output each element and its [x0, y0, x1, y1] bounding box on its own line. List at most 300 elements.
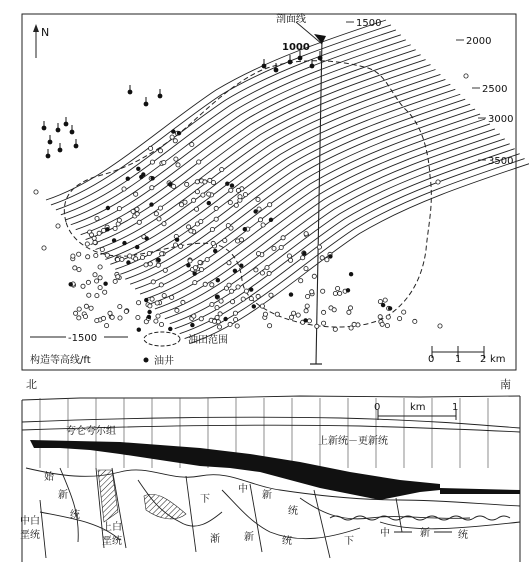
well: [263, 312, 267, 316]
well: [190, 142, 194, 146]
oil-well: [56, 128, 61, 133]
well: [301, 256, 305, 260]
well: [203, 282, 207, 286]
well: [227, 261, 231, 265]
well: [238, 195, 242, 199]
well: [93, 273, 97, 277]
well: [77, 316, 81, 320]
well: [243, 193, 247, 197]
label-zhong-2: 中: [380, 528, 390, 539]
oil-well: [253, 209, 257, 213]
well: [383, 298, 387, 302]
well: [233, 311, 237, 315]
well: [89, 233, 93, 237]
well: [162, 161, 166, 165]
well: [193, 266, 197, 270]
well: [380, 322, 384, 326]
contour-line: [130, 104, 470, 284]
well: [158, 206, 162, 210]
well: [349, 326, 353, 330]
well: [347, 310, 351, 314]
well: [154, 212, 158, 216]
contour-line: [66, 40, 406, 220]
well: [211, 241, 215, 245]
well: [103, 290, 107, 294]
north-arrow: [33, 24, 49, 58]
label-xia-2: 下: [344, 536, 354, 547]
oil-well: [239, 264, 243, 268]
contour-label-3000: 3000: [488, 114, 514, 125]
section-line-label: 剖面线: [276, 14, 306, 25]
well: [272, 246, 276, 250]
label-tong-lower: 统: [282, 536, 292, 547]
well-markers: [34, 74, 468, 332]
section-line: [276, 12, 326, 364]
well: [296, 313, 300, 317]
oil-well: [216, 278, 220, 282]
well: [275, 312, 279, 316]
oil-well: [150, 176, 154, 180]
well: [150, 160, 154, 164]
well: [156, 263, 160, 267]
contour-line: [76, 50, 416, 230]
well: [155, 301, 159, 305]
well: [386, 315, 390, 319]
oil-well: [289, 292, 293, 296]
label-xin-lower: 新: [244, 532, 254, 543]
well: [117, 218, 121, 222]
well: [159, 322, 163, 326]
well: [160, 252, 164, 256]
label-tong-right: 统: [458, 530, 468, 541]
oil-well: [302, 251, 306, 255]
well: [205, 258, 209, 262]
well: [198, 260, 202, 264]
well: [210, 227, 214, 231]
well: [241, 297, 245, 301]
map-scale-tick-1: 1: [455, 354, 462, 365]
well: [134, 192, 138, 196]
well: [195, 180, 199, 184]
oil-well: [144, 298, 148, 302]
well: [162, 222, 166, 226]
well: [299, 279, 303, 283]
well: [98, 286, 102, 290]
well: [260, 304, 264, 308]
well: [173, 243, 177, 247]
well: [34, 190, 38, 194]
well: [338, 291, 342, 295]
well: [42, 246, 46, 250]
well: [77, 252, 81, 256]
label-jian: 渐: [210, 534, 220, 545]
well: [199, 268, 203, 272]
oil-well: [135, 245, 139, 249]
oil-well: [69, 282, 73, 286]
label-kukukuer: 夸仑夸尔组: [66, 426, 116, 437]
well: [249, 297, 253, 301]
oil-well: [122, 241, 126, 245]
contour-label-1500: 1500: [356, 18, 382, 29]
well: [175, 308, 179, 312]
contour-line: [100, 74, 440, 254]
oil-well: [230, 183, 234, 187]
legend-contour-caption: 构造等高线/ft: [30, 355, 91, 366]
well: [201, 193, 205, 197]
oil-well: [139, 175, 143, 179]
well: [124, 309, 128, 313]
well: [179, 244, 183, 248]
well: [199, 220, 203, 224]
well: [227, 283, 231, 287]
oil-well: [288, 60, 293, 65]
oil-well: [328, 254, 332, 258]
well: [256, 294, 260, 298]
well: [304, 232, 308, 236]
oil-well: [243, 227, 247, 231]
well: [77, 307, 81, 311]
legend-field-boundary-symbol: [144, 332, 180, 346]
oil-well: [233, 269, 237, 273]
well: [333, 327, 337, 331]
well: [95, 279, 99, 283]
well: [289, 315, 293, 319]
well: [94, 253, 98, 257]
oil-well: [303, 318, 307, 322]
well: [131, 209, 135, 213]
label-tong-left: 统: [70, 510, 80, 521]
well: [162, 294, 166, 298]
well: [101, 316, 105, 320]
well: [181, 300, 185, 304]
well: [210, 302, 214, 306]
well: [256, 197, 260, 201]
well: [183, 200, 187, 204]
well: [118, 316, 122, 320]
well: [135, 207, 139, 211]
north-label: N: [41, 26, 50, 39]
well: [199, 317, 203, 321]
well: [89, 306, 93, 310]
oil-well: [175, 238, 179, 242]
well: [113, 226, 117, 230]
oil-well: [103, 282, 107, 286]
well: [236, 285, 240, 289]
contour-line: [81, 55, 421, 235]
legend-oil-well-symbol: [144, 358, 149, 363]
contour-label-2000: 2000: [466, 36, 492, 47]
oil-well: [70, 130, 75, 135]
well: [214, 217, 218, 221]
contour-lines: [46, 20, 529, 344]
well: [174, 157, 178, 161]
well: [137, 301, 141, 305]
well: [229, 226, 233, 230]
well: [176, 163, 180, 167]
well: [352, 322, 356, 326]
well: [438, 324, 442, 328]
well: [322, 310, 326, 314]
well: [219, 299, 223, 303]
oil-well: [193, 271, 197, 275]
well: [332, 308, 336, 312]
label-zhong-1: 中: [238, 484, 248, 495]
oil-well: [381, 303, 385, 307]
well: [304, 267, 308, 271]
well: [228, 322, 232, 326]
well: [147, 251, 151, 255]
well: [281, 236, 285, 240]
well: [157, 217, 161, 221]
well: [312, 274, 316, 278]
oil-well: [136, 167, 140, 171]
oil-well: [105, 227, 109, 231]
well: [102, 228, 106, 232]
well: [210, 283, 214, 287]
well: [122, 187, 126, 191]
map-scale-tick-2: 2: [480, 354, 487, 365]
well: [117, 207, 121, 211]
well: [317, 245, 321, 249]
well: [215, 306, 219, 310]
well: [257, 207, 261, 211]
well: [211, 181, 215, 185]
oil-well: [171, 129, 175, 133]
well: [105, 253, 109, 257]
section-scale-bar: [374, 402, 458, 420]
legend-contour-sample: -1500: [68, 333, 98, 344]
well: [214, 206, 218, 210]
label-upper-cretaceous-2: 垩统: [102, 536, 122, 547]
oil-well: [310, 64, 315, 69]
section-scale-unit: km: [410, 402, 426, 413]
label-shi: 始: [44, 472, 54, 483]
well: [170, 295, 174, 299]
well: [229, 188, 233, 192]
well: [192, 198, 196, 202]
label-tong-mid: 统: [288, 506, 298, 517]
oil-well: [128, 90, 133, 95]
well: [193, 281, 197, 285]
well: [378, 315, 382, 319]
well: [223, 238, 227, 242]
oil-well: [147, 310, 151, 314]
well: [436, 180, 440, 184]
label-middle-cretaceous-1: 中白: [20, 516, 40, 527]
well: [212, 319, 216, 323]
well: [197, 160, 201, 164]
well: [195, 207, 199, 211]
well: [336, 286, 340, 290]
oil-well: [318, 56, 323, 61]
oil-well: [349, 272, 353, 276]
label-upper-cretaceous-1: 上白: [102, 522, 122, 533]
well: [267, 271, 271, 275]
contour-line: [110, 84, 450, 264]
well: [185, 182, 189, 186]
well: [217, 325, 221, 329]
oil-well: [147, 315, 151, 319]
well: [154, 319, 158, 323]
well: [98, 265, 102, 269]
well: [120, 257, 124, 261]
oil-well: [346, 288, 350, 292]
oil-well: [252, 304, 256, 308]
well: [163, 268, 167, 272]
contour-label-2500: 2500: [482, 84, 508, 95]
well: [110, 315, 114, 319]
label-xin-left: 新: [58, 490, 68, 501]
well: [150, 186, 154, 190]
well: [150, 297, 154, 301]
well: [378, 300, 382, 304]
oil-well: [106, 206, 110, 210]
well: [148, 304, 152, 308]
well: [220, 168, 224, 172]
hatched-zone-center: [144, 494, 186, 519]
well: [218, 312, 222, 316]
well: [159, 283, 163, 287]
well: [95, 216, 99, 220]
well: [73, 266, 77, 270]
well: [148, 262, 152, 266]
well: [158, 149, 162, 153]
oil-well: [126, 260, 130, 264]
well: [258, 218, 262, 222]
well: [137, 220, 141, 224]
well: [268, 324, 272, 328]
well: [348, 306, 352, 310]
well: [156, 314, 160, 318]
well: [236, 239, 240, 243]
well: [320, 256, 324, 260]
label-middle-cretaceous-2: 垩统: [20, 530, 40, 541]
well: [310, 290, 314, 294]
well: [307, 319, 311, 323]
well: [207, 192, 211, 196]
well: [325, 258, 329, 262]
well: [265, 266, 269, 270]
well: [98, 276, 102, 280]
well: [113, 279, 117, 283]
oil-reservoir-body: [30, 440, 440, 500]
well: [118, 305, 122, 309]
oil-well: [64, 122, 69, 127]
oil-well: [269, 218, 273, 222]
oil-well: [249, 287, 253, 291]
well: [136, 315, 140, 319]
oil-well: [274, 68, 279, 73]
well: [170, 135, 174, 139]
map-scale-bar: [428, 346, 506, 365]
well: [398, 317, 402, 321]
well: [87, 293, 91, 297]
well: [108, 311, 112, 315]
legend-oil-well-caption: 油井: [154, 356, 174, 367]
well: [254, 268, 258, 272]
well: [235, 324, 239, 328]
well: [97, 231, 101, 235]
well: [333, 291, 337, 295]
well: [77, 268, 81, 272]
contour-line: [140, 114, 480, 294]
well: [215, 315, 219, 319]
well: [116, 275, 120, 279]
well: [244, 289, 248, 293]
well: [256, 252, 260, 256]
oil-well: [149, 202, 153, 206]
well: [149, 146, 153, 150]
oil-well: [190, 323, 194, 327]
well: [192, 314, 196, 318]
oil-well: [145, 236, 149, 240]
map-scale-unit: km: [490, 354, 506, 365]
well: [228, 200, 232, 204]
well: [230, 289, 234, 293]
oil-well: [388, 306, 392, 310]
well: [105, 324, 109, 328]
well: [203, 180, 207, 184]
well: [86, 255, 90, 259]
oil-well: [74, 144, 79, 149]
well: [231, 300, 235, 304]
oil-well: [48, 140, 53, 145]
well: [464, 74, 468, 78]
well: [95, 319, 99, 323]
well: [402, 310, 406, 314]
well: [261, 223, 265, 227]
well: [189, 229, 193, 233]
oil-well: [207, 201, 211, 205]
well: [279, 245, 283, 249]
label-xia-1: 下: [200, 494, 210, 505]
well: [289, 258, 293, 262]
well: [315, 324, 319, 328]
contour-line: [115, 89, 455, 269]
well: [269, 293, 273, 297]
well: [56, 224, 60, 228]
well: [86, 280, 90, 284]
contour-line: [46, 20, 386, 200]
well: [95, 294, 99, 298]
well: [292, 311, 296, 315]
oil-well: [144, 102, 149, 107]
well: [287, 254, 291, 258]
oil-well: [213, 249, 217, 253]
oil-well: [137, 328, 141, 332]
well: [195, 190, 199, 194]
well: [128, 254, 132, 258]
section-south-label: 南: [500, 378, 511, 391]
well: [385, 324, 389, 328]
oil-well: [156, 258, 160, 262]
well: [187, 225, 191, 229]
oil-well: [58, 148, 63, 153]
well: [81, 284, 85, 288]
well: [234, 203, 238, 207]
well: [322, 321, 326, 325]
well: [305, 304, 309, 308]
oil-well: [126, 177, 130, 181]
section-scale-tick-0: 0: [374, 402, 381, 413]
geological-cross-section: [0, 372, 529, 564]
well: [100, 247, 104, 251]
contour-line: [96, 70, 436, 250]
well: [116, 258, 120, 262]
section-north-label: 北: [26, 378, 37, 391]
oil-well: [112, 238, 116, 242]
oil-well: [168, 327, 172, 331]
